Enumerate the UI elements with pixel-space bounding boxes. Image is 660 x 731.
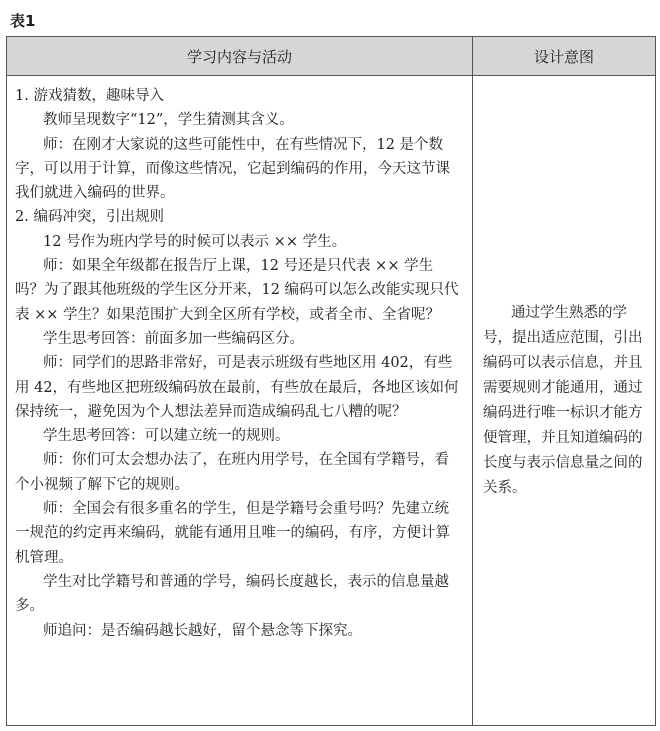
paragraph: 师：全国会有很多重名的学生，但是学籍号会重号吗？先建立统一规范的约定再来编码，就能有通用且唯一的编码，有序，方便计算机管理。 <box>15 501 450 566</box>
table-row <box>7 76 656 726</box>
section-heading: 1. 游戏猜数，趣味导入 <box>15 88 164 104</box>
intent-cell <box>473 76 656 726</box>
table-caption: 表1 <box>10 12 36 30</box>
paragraph: 学生对比学籍号和普通的学号，编码长度越长，表示的信息量越多。 <box>15 573 449 615</box>
header-design-intent: 设计意图 <box>473 37 656 76</box>
section-heading: 2. 编码冲突，引出规则 <box>15 209 164 226</box>
table-header-row <box>7 37 656 76</box>
paragraph: 12 号作为班内学号的时候可以表示 ×× 学生。 <box>43 233 347 250</box>
paragraph: 师：在刚才大家说的这些可能性中，在有些情况下，12 是个数字，可以用于计算，而像这些情况，它起到编码的作用，今天这节课我们就进入编码的世界。 <box>15 136 450 202</box>
paragraph: 师追问：是否编码越长越好，留个悬念等下探究。 <box>43 622 362 639</box>
content-cell <box>7 76 473 726</box>
paragraph: 师：同学们的思路非常好，可是表示班级有些地区用 402，有些用 42，有些地区把班级编码放在最前，有些放在最后，各地区该如何保持统一，避免因为个人想法差异而造成编码乱七八糟的呢？ <box>15 355 459 420</box>
paragraph: 师：如果全年级都在报告厅上课，12 号还是只代表 ×× 学生吗？为了跟其他班级的学生区分开来，12 编码可以怎么改能实现只代表 ×× 学生？如果范围扩大到全区所有学校，或者全市、全省呢？ <box>15 258 459 323</box>
lesson-table <box>6 36 656 726</box>
paragraph: 学生思考回答：可以建立统一的规则。 <box>43 428 290 445</box>
paragraph: 教师呈现数字“12”，学生猜测其含义。 <box>43 112 294 129</box>
header-content-activities: 学习内容与活动 <box>7 37 473 76</box>
paragraph: 师：你们可太会想办法了，在班内用学号，在全国有学籍号，看个小视频了解下它的规则。 <box>15 452 449 493</box>
design-intent-text: 通过学生熟悉的学号，提出适应范围，引出编码可以表示信息，并且需要规则才能通用，通过编码进行唯一标识才能方便管理，并且知道编码的长度与表示信息量之间的关系。 <box>483 304 643 496</box>
paragraph: 学生思考回答：前面多加一些编码区分。 <box>43 330 304 347</box>
